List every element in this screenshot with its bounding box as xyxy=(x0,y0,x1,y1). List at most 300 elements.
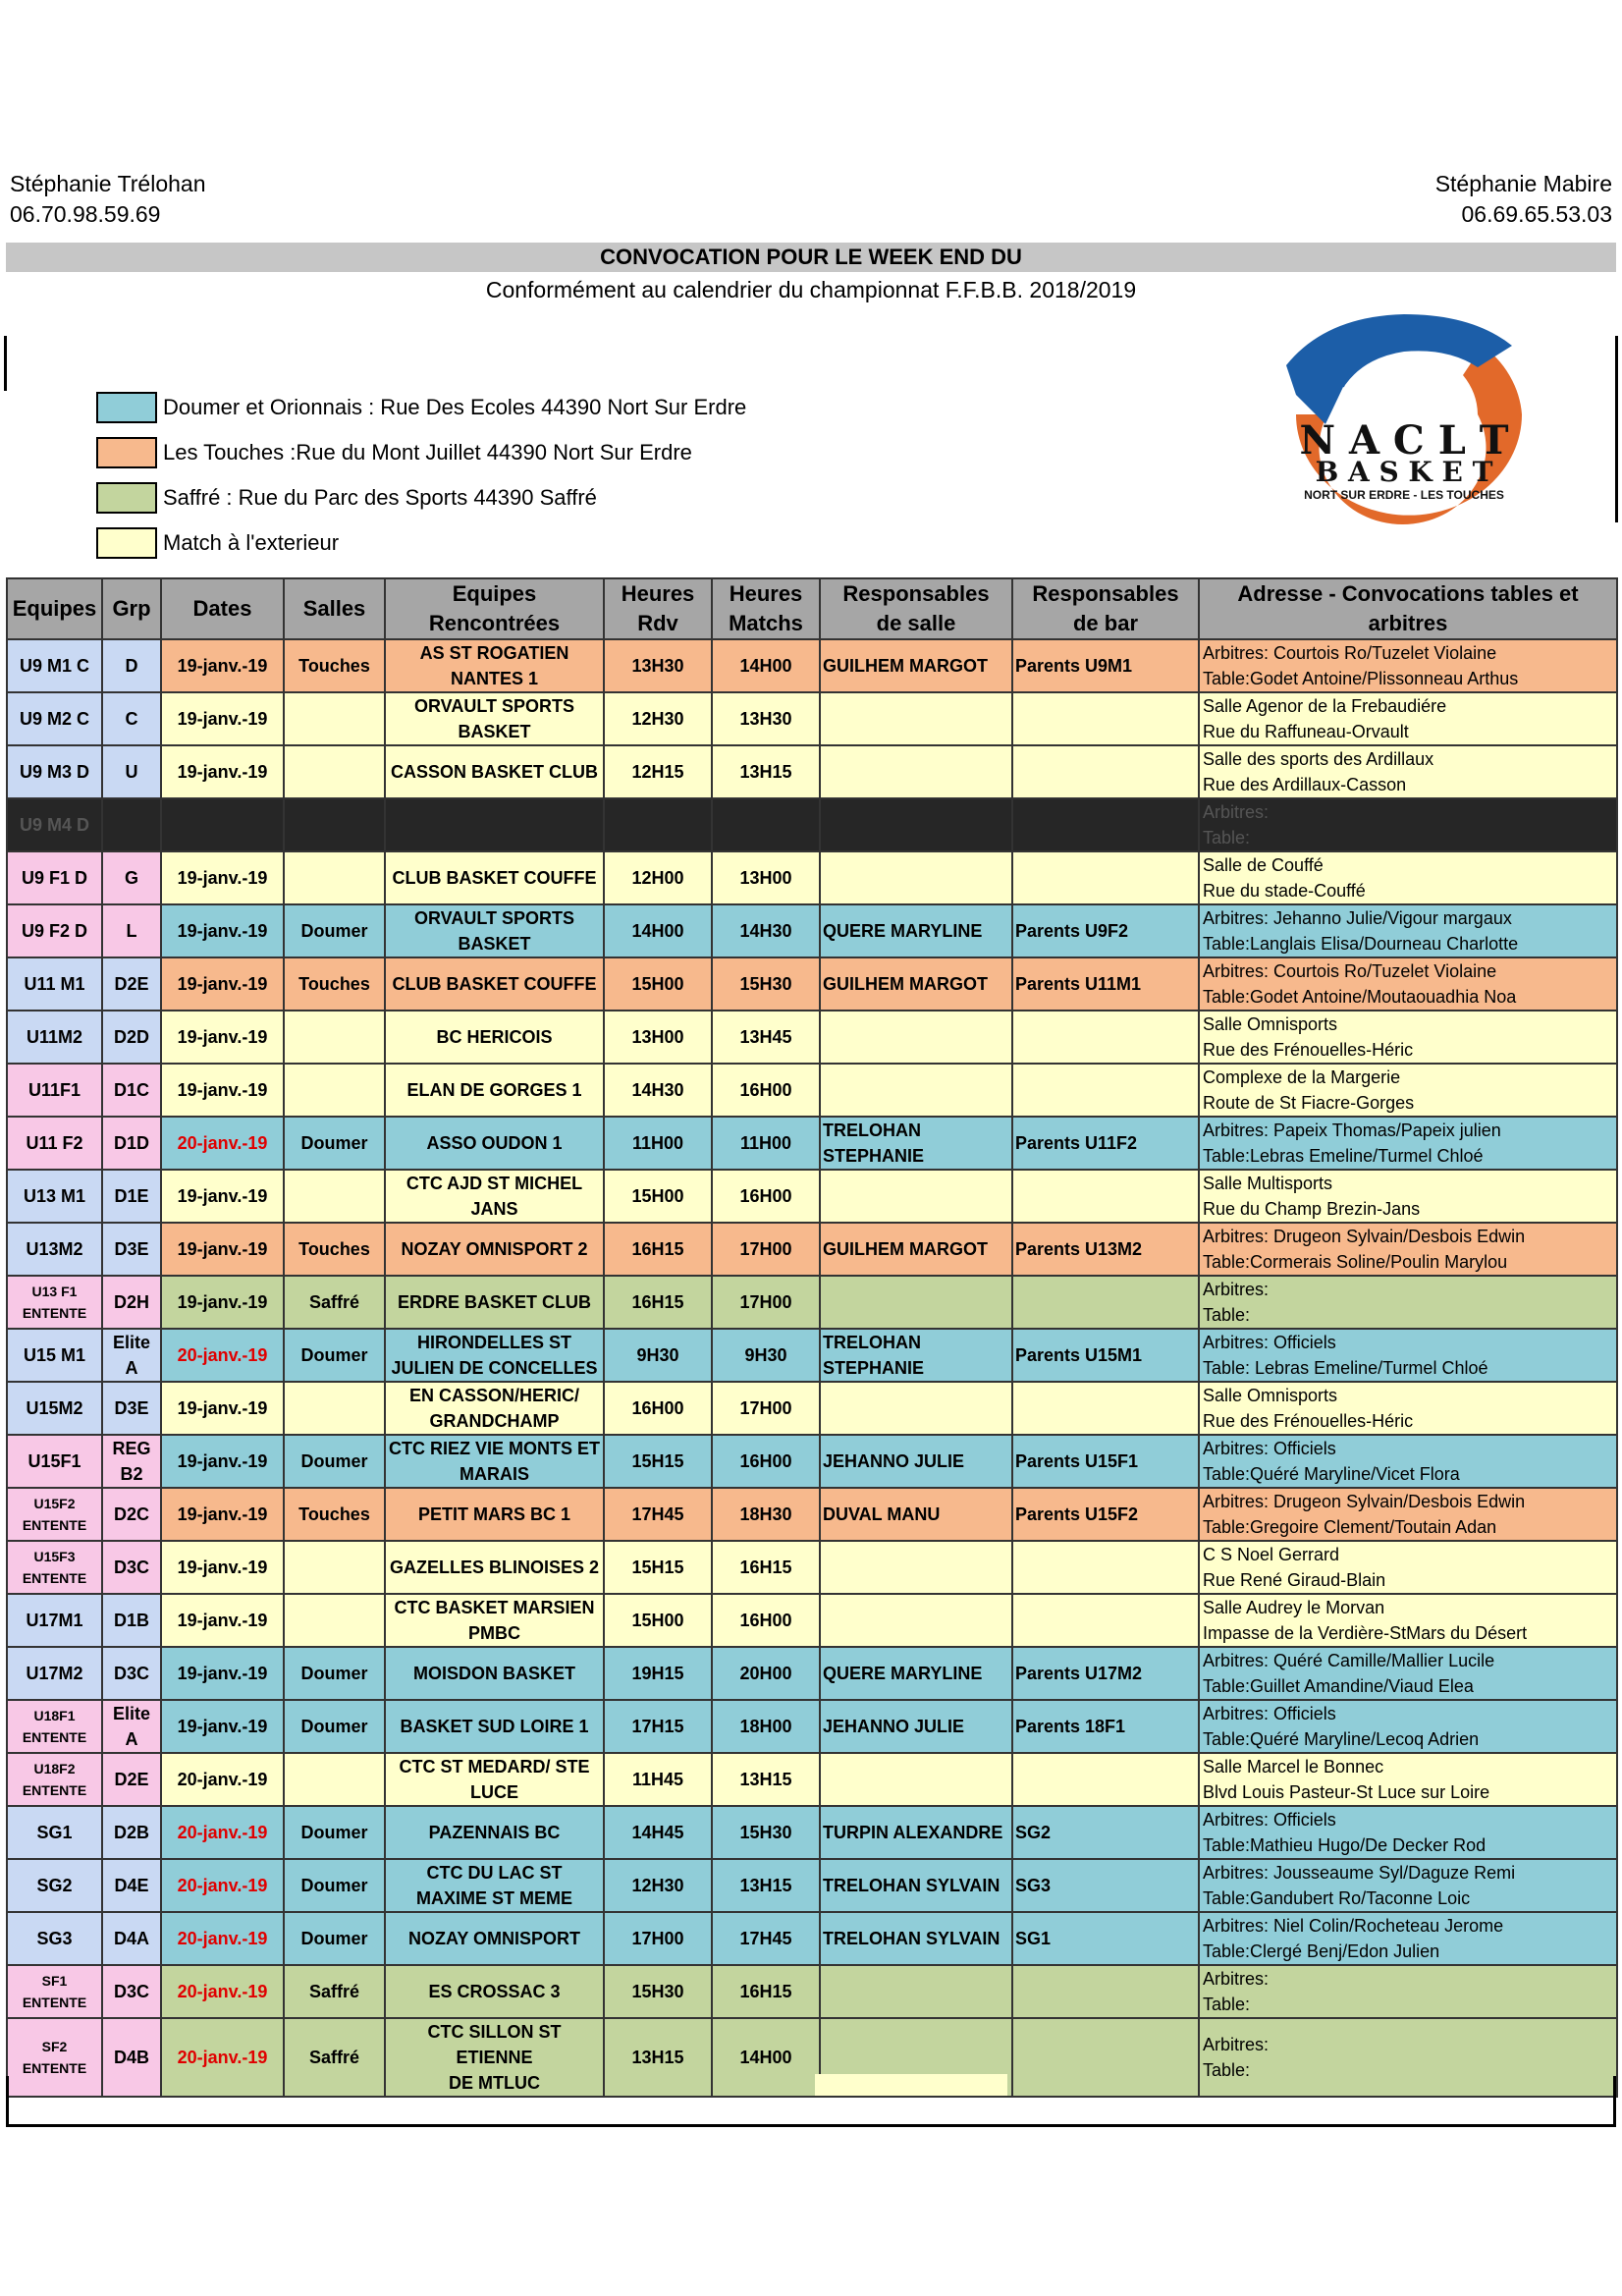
cell-rencontree-text: GAZELLES BLINOISES 2 xyxy=(389,1558,600,1577)
cell-rencontree-text: BASKET xyxy=(458,934,531,954)
cell-grp xyxy=(102,1912,161,1965)
cell-date xyxy=(161,1170,284,1223)
cell-rdv-text: 9H30 xyxy=(636,1345,679,1365)
cell-date-text: 19-janv.-19 xyxy=(177,1398,268,1418)
cell-resp-bar xyxy=(1012,1965,1199,2018)
cell-adresse xyxy=(1199,957,1617,1011)
cell-rencontree xyxy=(385,1329,604,1382)
cell-resp-bar-text: Parents U13M2 xyxy=(1015,1239,1143,1259)
cell-date xyxy=(161,1647,284,1700)
cell-adresse xyxy=(1199,1064,1617,1117)
cell-adresse-text: Table:Gandubert Ro/Taconne Loic xyxy=(1203,1888,1471,1908)
cell-equipe xyxy=(7,1329,102,1382)
cell-resp-bar xyxy=(1012,1859,1199,1912)
cell-rdv xyxy=(604,1117,712,1170)
cell-date-text: 20-janv.-19 xyxy=(177,1133,268,1153)
cell-rdv-text: 15H30 xyxy=(631,1982,684,2001)
cell-resp-bar xyxy=(1012,904,1199,957)
cell-resp-salle-text: TURPIN ALEXANDRE xyxy=(823,1823,1003,1842)
cell-adresse-text: Table:Langlais Elisa/Dourneau Charlotte xyxy=(1203,934,1519,954)
col-adresse-l2: arbitres xyxy=(1368,611,1448,635)
cell-rdv-text: 15H15 xyxy=(631,1451,684,1471)
cell-rdv xyxy=(604,851,712,904)
cell-rencontree-text: ES CROSSAC 3 xyxy=(428,1982,561,2001)
cell-rdv-text: 14H45 xyxy=(631,1823,684,1842)
cell-resp-salle xyxy=(820,1859,1012,1912)
cell-adresse xyxy=(1199,1541,1617,1594)
cell-equipe-text: SG3 xyxy=(36,1929,73,1948)
cell-date xyxy=(161,1117,284,1170)
cell-resp-salle xyxy=(820,1276,1012,1329)
cell-rdv-text: 14H30 xyxy=(631,1080,684,1100)
cell-rencontree-text: ASSO OUDON 1 xyxy=(426,1133,563,1153)
cell-rdv-text: 11H45 xyxy=(631,1770,684,1789)
cell-rencontree-text: CTC RIEZ VIE MONTS ET xyxy=(388,1439,600,1458)
table-row xyxy=(7,1064,1617,1117)
cell-date-text: 19-janv.-19 xyxy=(177,1451,268,1471)
cell-rdv-text: 12H30 xyxy=(631,709,684,729)
col-rdv xyxy=(604,578,712,639)
cell-rencontree-text: JULIEN DE CONCELLES xyxy=(391,1358,598,1378)
cell-date-text: 19-janv.-19 xyxy=(177,1080,268,1100)
cell-rencontree-text: MOISDON BASKET xyxy=(412,1664,575,1683)
cell-date xyxy=(161,1276,284,1329)
cell-date-text: 19-janv.-19 xyxy=(177,921,268,941)
col-grp: Grp xyxy=(102,578,161,639)
cell-salle-text: Saffré xyxy=(308,2048,360,2067)
cell-salle xyxy=(284,957,385,1011)
cell-rencontree xyxy=(385,1594,604,1647)
cell-resp-bar-text: SG3 xyxy=(1015,1876,1052,1895)
cell-salle xyxy=(284,1329,385,1382)
cell-resp-bar-text: Parents U11F2 xyxy=(1015,1133,1138,1153)
cell-resp-bar xyxy=(1012,639,1199,692)
cell-rencontree-text: CTC SILLON ST ETIENNE xyxy=(427,2022,562,2067)
logo-text-basket: B A S K E T xyxy=(1315,456,1493,488)
cell-grp-text: D4A xyxy=(113,1929,149,1948)
cell-resp-salle-text: TRELOHAN xyxy=(823,1333,921,1352)
cell-match xyxy=(712,1064,820,1117)
cell-date xyxy=(161,1223,284,1276)
cell-equipe xyxy=(7,1064,102,1117)
cell-equipe-text: ENTENTE xyxy=(22,1729,87,1745)
club-logo xyxy=(1267,306,1541,534)
cell-equipe-text: U15F2 xyxy=(33,1496,76,1511)
cell-grp xyxy=(102,851,161,904)
cell-adresse-text: Arbitres: xyxy=(1203,1969,1270,1989)
cell-equipe-text: U9 M2 C xyxy=(19,709,89,729)
cell-rencontree-text: ELAN DE GORGES 1 xyxy=(406,1080,582,1100)
cell-adresse-text: Table:Quéré Maryline/Lecoq Adrien xyxy=(1203,1729,1480,1749)
cell-rencontree-text: EN CASSON/HERIC/ xyxy=(408,1386,580,1405)
cell-resp-salle-text: STEPHANIE xyxy=(823,1358,925,1378)
cell-rencontree xyxy=(385,1541,604,1594)
cell-rdv-text: 17H15 xyxy=(631,1717,684,1736)
cell-grp xyxy=(102,1011,161,1064)
cell-equipe-text: U9 F1 D xyxy=(21,868,88,888)
table-row xyxy=(7,1700,1617,1753)
legend-label: Les Touches :Rue du Mont Juillet 44390 Nort Sur Erdre xyxy=(163,440,692,465)
cell-grp-text: D3E xyxy=(114,1398,149,1418)
cell-date-text: 19-janv.-19 xyxy=(177,1027,268,1047)
cell-date xyxy=(161,745,284,798)
cell-salle xyxy=(284,1859,385,1912)
cell-grp xyxy=(102,904,161,957)
cell-date-text: 20-janv.-19 xyxy=(177,1823,268,1842)
col-equipes: Equipes xyxy=(7,578,102,639)
cell-rdv xyxy=(604,1806,712,1859)
col-resp-bar-l2: de bar xyxy=(1072,611,1139,635)
cell-adresse xyxy=(1199,1700,1617,1753)
cell-match xyxy=(712,692,820,745)
cell-rdv xyxy=(604,798,712,851)
cell-adresse-text: Table:Clergé Benj/Edon Julien xyxy=(1203,1941,1440,1961)
cell-date-text: 19-janv.-19 xyxy=(177,1717,268,1736)
cell-rdv xyxy=(604,1170,712,1223)
cell-grp xyxy=(102,798,161,851)
cell-adresse-text: Rue du stade-Couffé xyxy=(1203,881,1366,901)
cell-adresse xyxy=(1199,1965,1617,2018)
cell-equipe-text: SG2 xyxy=(36,1876,73,1895)
cell-salle-text: Doumer xyxy=(300,1451,368,1471)
cell-grp-text: D3E xyxy=(114,1239,149,1259)
cell-resp-bar xyxy=(1012,1064,1199,1117)
cell-salle xyxy=(284,1488,385,1541)
cell-grp xyxy=(102,692,161,745)
cell-match xyxy=(712,745,820,798)
cell-date-text: 19-janv.-19 xyxy=(177,1558,268,1577)
cell-resp-salle xyxy=(820,745,1012,798)
cell-equipe-text: ENTENTE xyxy=(22,2060,87,2076)
cell-equipe-text: U13 F1 xyxy=(31,1284,78,1299)
table-row xyxy=(7,1382,1617,1435)
cell-resp-bar xyxy=(1012,1011,1199,1064)
cell-rdv xyxy=(604,957,712,1011)
cell-rencontree-text: GRANDCHAMP xyxy=(429,1411,560,1431)
table-row xyxy=(7,1541,1617,1594)
cell-rdv-text: 17H00 xyxy=(631,1929,684,1948)
cell-match xyxy=(712,639,820,692)
cell-date-text: 20-janv.-19 xyxy=(177,1876,268,1895)
cell-adresse-text: Arbitres: Niel Colin/Rocheteau Jerome xyxy=(1203,1916,1504,1936)
cell-salle xyxy=(284,639,385,692)
cell-rdv-text: 13H15 xyxy=(631,2048,684,2067)
cell-adresse-text: Table:Quéré Maryline/Vicet Flora xyxy=(1203,1464,1460,1484)
cell-resp-bar xyxy=(1012,1488,1199,1541)
col-resp-bar xyxy=(1012,578,1199,639)
cell-salle xyxy=(284,1117,385,1170)
cell-grp-text: Elite xyxy=(112,1704,150,1723)
cell-adresse-text: C S Noel Gerrard xyxy=(1203,1545,1340,1564)
cell-resp-bar xyxy=(1012,851,1199,904)
cell-equipe-text: U11 F2 xyxy=(26,1133,83,1153)
cell-adresse-text: Blvd Louis Pasteur-St Luce sur Loire xyxy=(1203,1782,1490,1802)
col-resp-salle-l2: de salle xyxy=(876,611,956,635)
cell-rdv xyxy=(604,1435,712,1488)
cell-grp xyxy=(102,1594,161,1647)
cell-salle-text: Saffré xyxy=(308,1292,360,1312)
cell-equipe xyxy=(7,798,102,851)
table-header-row xyxy=(7,578,1617,639)
cell-match-text: 17H00 xyxy=(739,1398,792,1418)
cell-resp-bar xyxy=(1012,1541,1199,1594)
cell-resp-bar-text: Parents U15F1 xyxy=(1015,1451,1139,1471)
cell-grp-text: D2E xyxy=(114,1770,149,1789)
cell-adresse-text: Salle de Couffé xyxy=(1203,855,1324,875)
cell-rencontree xyxy=(385,1965,604,2018)
cell-salle xyxy=(284,1223,385,1276)
cell-rdv xyxy=(604,1753,712,1806)
cell-resp-salle-text: TRELOHAN xyxy=(823,1121,921,1140)
cell-salle xyxy=(284,1806,385,1859)
cell-rencontree xyxy=(385,1753,604,1806)
cell-rencontree-text: BASKET SUD LOIRE 1 xyxy=(400,1717,589,1736)
cell-adresse-text: Table:Godet Antoine/Plissonneau Arthus xyxy=(1203,669,1519,688)
cell-grp-text: D4B xyxy=(113,2048,149,2067)
cell-rdv xyxy=(604,639,712,692)
cell-resp-bar-text: Parents U15M1 xyxy=(1015,1345,1143,1365)
cell-adresse xyxy=(1199,1488,1617,1541)
col-adresse-l1: Adresse - Convocations tables et xyxy=(1237,581,1579,606)
col-dates: Dates xyxy=(161,578,284,639)
cell-equipe xyxy=(7,851,102,904)
cell-grp-text: A xyxy=(125,1358,138,1378)
cell-rencontree xyxy=(385,1435,604,1488)
cell-grp-text: D2H xyxy=(113,1292,149,1312)
cell-resp-salle-text: JEHANNO JULIE xyxy=(823,1717,965,1736)
cell-salle xyxy=(284,1435,385,1488)
cell-resp-salle xyxy=(820,1700,1012,1753)
cell-match-text: 15H30 xyxy=(739,1823,792,1842)
cell-adresse-text: Table:Godet Antoine/Moutaouadhia Noa xyxy=(1203,987,1517,1007)
table-row xyxy=(7,1329,1617,1382)
cell-match xyxy=(712,904,820,957)
contact-left-phone: 06.70.98.59.69 xyxy=(10,201,161,227)
cell-rdv-text: 13H00 xyxy=(631,1027,684,1047)
cell-resp-salle xyxy=(820,1064,1012,1117)
cell-equipe-text: U17M1 xyxy=(26,1611,83,1630)
cell-rencontree-text: PMBC xyxy=(468,1623,520,1643)
table-row xyxy=(7,1594,1617,1647)
table-row xyxy=(7,745,1617,798)
table-row xyxy=(7,1912,1617,1965)
cell-match-text: 9H30 xyxy=(744,1345,787,1365)
table-row xyxy=(7,692,1617,745)
cell-adresse-text: Table:Guillet Amandine/Viaud Elea xyxy=(1203,1676,1474,1696)
cell-adresse-text: Arbitres: Jehanno Julie/Vigour margaux xyxy=(1203,908,1512,928)
cell-rdv xyxy=(604,1700,712,1753)
cell-match xyxy=(712,957,820,1011)
cell-equipe-text: SF1 xyxy=(41,1973,68,1989)
cell-adresse-text: Arbitres: Officiels xyxy=(1203,1333,1336,1352)
cell-resp-salle xyxy=(820,1806,1012,1859)
cell-rencontree-text: PETIT MARS BC 1 xyxy=(417,1504,570,1524)
cell-rdv xyxy=(604,1011,712,1064)
cell-rencontree xyxy=(385,1117,604,1170)
cell-adresse-text: Salle Audrey le Morvan xyxy=(1203,1598,1385,1617)
legend-swatch-touches xyxy=(96,437,157,468)
cell-salle xyxy=(284,1276,385,1329)
page-title: CONVOCATION POUR LE WEEK END DU xyxy=(6,243,1616,272)
cell-date xyxy=(161,1859,284,1912)
cell-equipe-text: ENTENTE xyxy=(22,1305,87,1321)
cell-resp-bar xyxy=(1012,1382,1199,1435)
cell-equipe-text: ENTENTE xyxy=(22,1517,87,1533)
cell-equipe xyxy=(7,957,102,1011)
cell-rencontree-text: NOZAY OMNISPORT xyxy=(407,1929,581,1948)
cell-grp-text: U xyxy=(125,762,138,782)
table-row xyxy=(7,798,1617,851)
cell-adresse-text: Complexe de la Margerie xyxy=(1203,1067,1401,1087)
cell-rencontree xyxy=(385,1859,604,1912)
cell-resp-salle xyxy=(820,1011,1012,1064)
cell-equipe xyxy=(7,1276,102,1329)
cell-date-text: 19-janv.-19 xyxy=(177,656,268,676)
cell-equipe xyxy=(7,639,102,692)
table-row xyxy=(7,904,1617,957)
cell-equipe xyxy=(7,1223,102,1276)
cell-adresse xyxy=(1199,1276,1617,1329)
cell-match-text: 16H00 xyxy=(739,1611,792,1630)
cell-adresse-text: Salle des sports des Ardillaux xyxy=(1203,749,1434,769)
cell-resp-salle xyxy=(820,851,1012,904)
cell-equipe xyxy=(7,1806,102,1859)
cell-match xyxy=(712,1806,820,1859)
cell-rencontree-text: CTC ST MEDARD/ STE xyxy=(399,1757,590,1777)
cell-equipe xyxy=(7,904,102,957)
col-adresse xyxy=(1199,578,1617,639)
cell-rdv-text: 15H00 xyxy=(631,974,684,994)
cell-salle-text: Doumer xyxy=(300,1717,368,1736)
cell-match-text: 20H00 xyxy=(739,1664,792,1683)
cell-match-text: 16H15 xyxy=(739,1982,792,2001)
cell-equipe xyxy=(7,1117,102,1170)
cell-rdv xyxy=(604,1329,712,1382)
cell-equipe-text: ENTENTE xyxy=(22,1995,87,2010)
cell-equipe-text: U9 M4 D xyxy=(19,815,89,835)
cell-salle-text: Touches xyxy=(298,1239,370,1259)
cell-rencontree-text: ORVAULT SPORTS xyxy=(413,908,574,928)
cell-adresse-text: Salle Marcel le Bonnec xyxy=(1203,1757,1384,1777)
cell-rencontree-text: BC HERICOIS xyxy=(436,1027,553,1047)
cell-date-text: 19-janv.-19 xyxy=(177,709,268,729)
cell-adresse-text: Impasse de la Verdière-StMars du Désert xyxy=(1203,1623,1528,1643)
cell-match xyxy=(712,1276,820,1329)
cell-match-text: 18H30 xyxy=(739,1504,792,1524)
cell-adresse-text: Table:Gregoire Clement/Toutain Adan xyxy=(1203,1517,1497,1537)
cell-resp-bar xyxy=(1012,1435,1199,1488)
table-row xyxy=(7,1435,1617,1488)
cell-rdv xyxy=(604,745,712,798)
cell-rdv xyxy=(604,1541,712,1594)
cell-date-text: 19-janv.-19 xyxy=(177,1292,268,1312)
cell-resp-salle-text: QUERE MARYLINE xyxy=(823,921,983,941)
cell-match xyxy=(712,1859,820,1912)
contact-right-name: Stéphanie Mabire xyxy=(1434,171,1612,196)
cell-resp-bar xyxy=(1012,1170,1199,1223)
cell-match-text: 16H15 xyxy=(739,1558,792,1577)
cell-equipe-text: U15F1 xyxy=(27,1451,81,1471)
cell-grp-text: D1E xyxy=(114,1186,149,1206)
cell-adresse xyxy=(1199,1329,1617,1382)
cell-salle xyxy=(284,1170,385,1223)
cell-adresse-text: Arbitres: Jousseaume Syl/Daguze Remi xyxy=(1203,1863,1516,1883)
cell-adresse xyxy=(1199,1011,1617,1064)
cell-grp-text: D2B xyxy=(113,1823,149,1842)
cell-equipe-text: ENTENTE xyxy=(22,1570,87,1586)
cell-grp-text: D xyxy=(125,656,138,676)
cell-rdv xyxy=(604,1965,712,2018)
cell-match-text: 15H30 xyxy=(739,974,792,994)
legend-label: Doumer et Orionnais : Rue Des Ecoles 44390 Nort Sur Erdre xyxy=(163,395,747,419)
cell-adresse-text: Rue des Ardillaux-Casson xyxy=(1203,775,1407,794)
logo-text-location: NORT SUR ERDRE - LES TOUCHES xyxy=(1304,488,1504,502)
logo-text-naclt: N A C L T xyxy=(1299,417,1509,464)
cell-salle-text: Doumer xyxy=(300,1876,368,1895)
cell-match xyxy=(712,1912,820,1965)
cell-adresse-text: Arbitres: xyxy=(1203,2035,1270,2054)
cell-rencontree-text: BASKET xyxy=(458,722,531,741)
cell-grp xyxy=(102,1117,161,1170)
right-border-mark xyxy=(1615,336,1618,522)
table-row xyxy=(7,1859,1617,1912)
cell-adresse-text: Salle Agenor de la Frebaudiére xyxy=(1203,696,1447,716)
cell-match xyxy=(712,1594,820,1647)
cell-rdv-text: 11H00 xyxy=(631,1133,684,1153)
table-row xyxy=(7,1223,1617,1276)
cell-resp-bar-text: Parents U11M1 xyxy=(1015,974,1142,994)
cell-resp-salle xyxy=(820,1488,1012,1541)
col-matchs-l1: Heures xyxy=(729,581,803,606)
table-row xyxy=(7,639,1617,692)
cell-equipe-text: U15 M1 xyxy=(23,1345,86,1365)
cell-salle xyxy=(284,1541,385,1594)
cell-rencontree xyxy=(385,1647,604,1700)
cell-grp xyxy=(102,1859,161,1912)
cell-adresse-text: Table: Lebras Emeline/Turmel Chloé xyxy=(1203,1358,1488,1378)
cell-match-text: 18H00 xyxy=(739,1717,792,1736)
cell-rencontree xyxy=(385,1488,604,1541)
cell-equipe-text: U9 M1 C xyxy=(19,656,89,676)
left-border-mark xyxy=(4,336,7,391)
cell-grp xyxy=(102,1700,161,1753)
cell-adresse xyxy=(1199,904,1617,957)
cell-date xyxy=(161,957,284,1011)
cell-date-text: 19-janv.-19 xyxy=(177,974,268,994)
cell-resp-bar xyxy=(1012,798,1199,851)
cell-adresse-text: Arbitres: xyxy=(1203,802,1270,822)
cell-rdv xyxy=(604,1912,712,1965)
cell-adresse xyxy=(1199,1435,1617,1488)
cell-grp-text: D1C xyxy=(113,1080,149,1100)
cell-match-text: 14H00 xyxy=(739,2048,792,2067)
cell-rdv-text: 15H15 xyxy=(631,1558,684,1577)
cell-date-text: 19-janv.-19 xyxy=(177,762,268,782)
table-row xyxy=(7,1488,1617,1541)
cell-grp-text: D4E xyxy=(114,1876,149,1895)
cell-salle-text: Doumer xyxy=(300,1345,368,1365)
cell-equipe xyxy=(7,1965,102,2018)
table-footer-box xyxy=(6,2076,1616,2127)
cell-match-text: 17H45 xyxy=(739,1929,792,1948)
cell-resp-salle xyxy=(820,1329,1012,1382)
cell-equipe-text: U15M2 xyxy=(26,1398,83,1418)
cell-resp-salle xyxy=(820,1541,1012,1594)
cell-resp-salle xyxy=(820,1435,1012,1488)
cell-adresse-text: Arbitres: Officiels xyxy=(1203,1704,1336,1723)
cell-grp-text: D3C xyxy=(113,1982,149,2001)
cell-rencontree xyxy=(385,1912,604,1965)
